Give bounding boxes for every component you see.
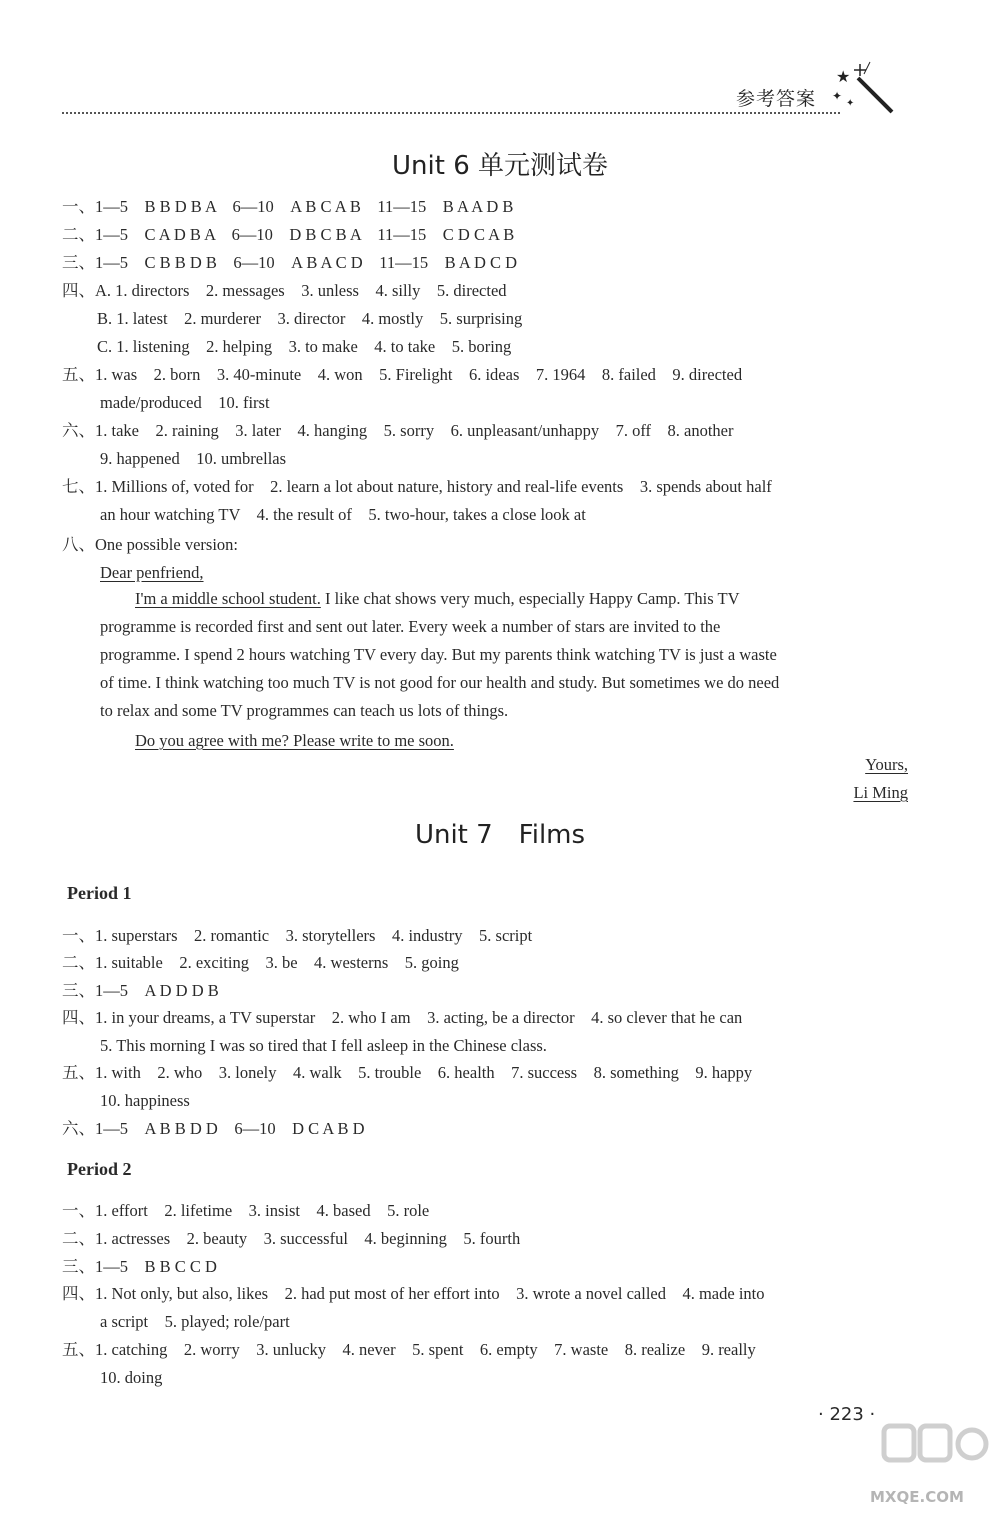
p1-line-3: 三、1—5 A D D D B [62,981,219,1000]
page-header [62,69,900,120]
p2-line-3: 三、1—5 B B C C D [62,1257,217,1276]
u6-line-9: 六、1. take 2. raining 3. later 4. hanging 5. sorry 6. unpleasant/unhappy 7. off 8. another [62,421,734,440]
letter-body-3: programme. I spend 2 hours watching TV every day. But my parents think watching TV is just a waste [100,645,777,664]
p1-line-7: 10. happiness [100,1091,190,1110]
u6-line-6: C. 1. listening 2. helping 3. to make 4. to take 5. boring [97,337,512,356]
svg-text:✦: ✦ [832,89,843,103]
p2-line-7: 10. doing [100,1368,163,1387]
p1-line-2: 二、1. suitable 2. exciting 3. be 4. westerns 5. going [62,953,459,972]
unit7-title-a: Unit 7 [414,820,493,850]
header-label: 参考答案 [735,88,816,110]
svg-text:✦: ✦ [846,98,855,109]
p2-line-2: 二、1. actresses 2. beauty 3. successful 4. beginning 5. fourth [62,1229,521,1248]
p1-line-5: 5. This morning I was so tired that I fell asleep in the Chinese class. [100,1036,547,1055]
u6-line-11: 七、1. Millions of, voted for 2. learn a lot about nature, history and real-life events 3. spends about half [62,477,772,496]
p2-line-1: 一、1. effort 2. lifetime 3. insist 4. based 5. role [62,1201,430,1220]
u6-line-1: 一、1—5 B B D B A 6—10 A B C A B 11—15 B A A D B [62,197,514,216]
letter-name: Li Ming [853,783,908,802]
p1-line-1: 一、1. superstars 2. romantic 3. storytellers 4. industry 5. script [62,926,533,945]
u6-line-2: 二、1—5 C A D B A 6—10 D B C B A 11—15 C D C A B [62,225,515,244]
p2-line-5: a script 5. played; role/part [100,1312,290,1331]
letter-first-line [135,588,740,610]
u6-line-3: 三、1—5 C B B D B 6—10 A B A C D 11—15 B A D C D [62,253,518,272]
watermark-text: MXQE.COM [870,1488,964,1506]
u6-line-5: B. 1. latest 2. murderer 3. director 4. mostly 5. surprising [97,309,523,328]
letter-body-1: I like chat shows very much, especially Happy Camp. This TV [320,589,740,608]
u6-line-12: an hour watching TV 4. the result of 5. two-hour, takes a close look at [100,505,586,524]
u6-line-10: 9. happened 10. umbrellas [100,449,287,468]
p1-line-4: 四、1. in your dreams, a TV superstar 2. who I am 3. acting, be a director 4. so clever that he can [62,1008,743,1027]
u6-line-8: made/produced 10. first [100,393,270,412]
svg-text:★: ★ [836,69,851,86]
unit6-title: Unit 6 单元测试卷 [392,151,608,181]
u6-line-7: 五、1. was 2. born 3. 40-minute 4. won 5. Firelight 6. ideas 7. 1964 8. failed 9. directed [62,365,743,384]
period1-heading: Period 1 [67,883,132,903]
page-number: · 223 · [818,1404,876,1425]
unit7-title [0,820,1000,850]
magic-wand-icon [830,60,900,120]
header-dotted-rule [62,112,840,114]
period2-heading: Period 2 [67,1159,132,1179]
p1-line-8: 六、1—5 A B B D D 6—10 D C A B D [62,1119,365,1138]
letter-signoff: Yours, [865,755,908,774]
letter-intro: I'm a middle school student. [135,589,321,608]
letter-salutation: Dear penfriend, [100,563,204,582]
p2-line-6: 五、1. catching 2. worry 3. unlucky 4. never 5. spent 6. empty 7. waste 8. realize 9. really [62,1340,756,1359]
p1-line-6: 五、1. with 2. who 3. lonely 4. walk 5. trouble 6. health 7. success 8. something 9. happy [62,1063,753,1082]
letter-body-4: of time. I think watching too much TV is not good for our health and study. But sometimes we do need [100,673,780,692]
letter-body-2: programme is recorded first and sent out later. Every week a number of stars are invited to the [100,617,721,636]
letter-body-5: to relax and some TV programmes can teach us lots of things. [100,701,509,720]
letter-closing-question: Do you agree with me? Please write to me soon. [135,731,454,750]
p2-line-4: 四、1. Not only, but also, likes 2. had put most of her effort into 3. wrote a novel called 4. made into [62,1284,765,1303]
u6-line-13: 八、One possible version: [62,535,238,554]
u6-line-4: 四、A. 1. directors 2. messages 3. unless 4. silly 5. directed [62,281,507,300]
unit7-title-b: Films [518,820,586,850]
